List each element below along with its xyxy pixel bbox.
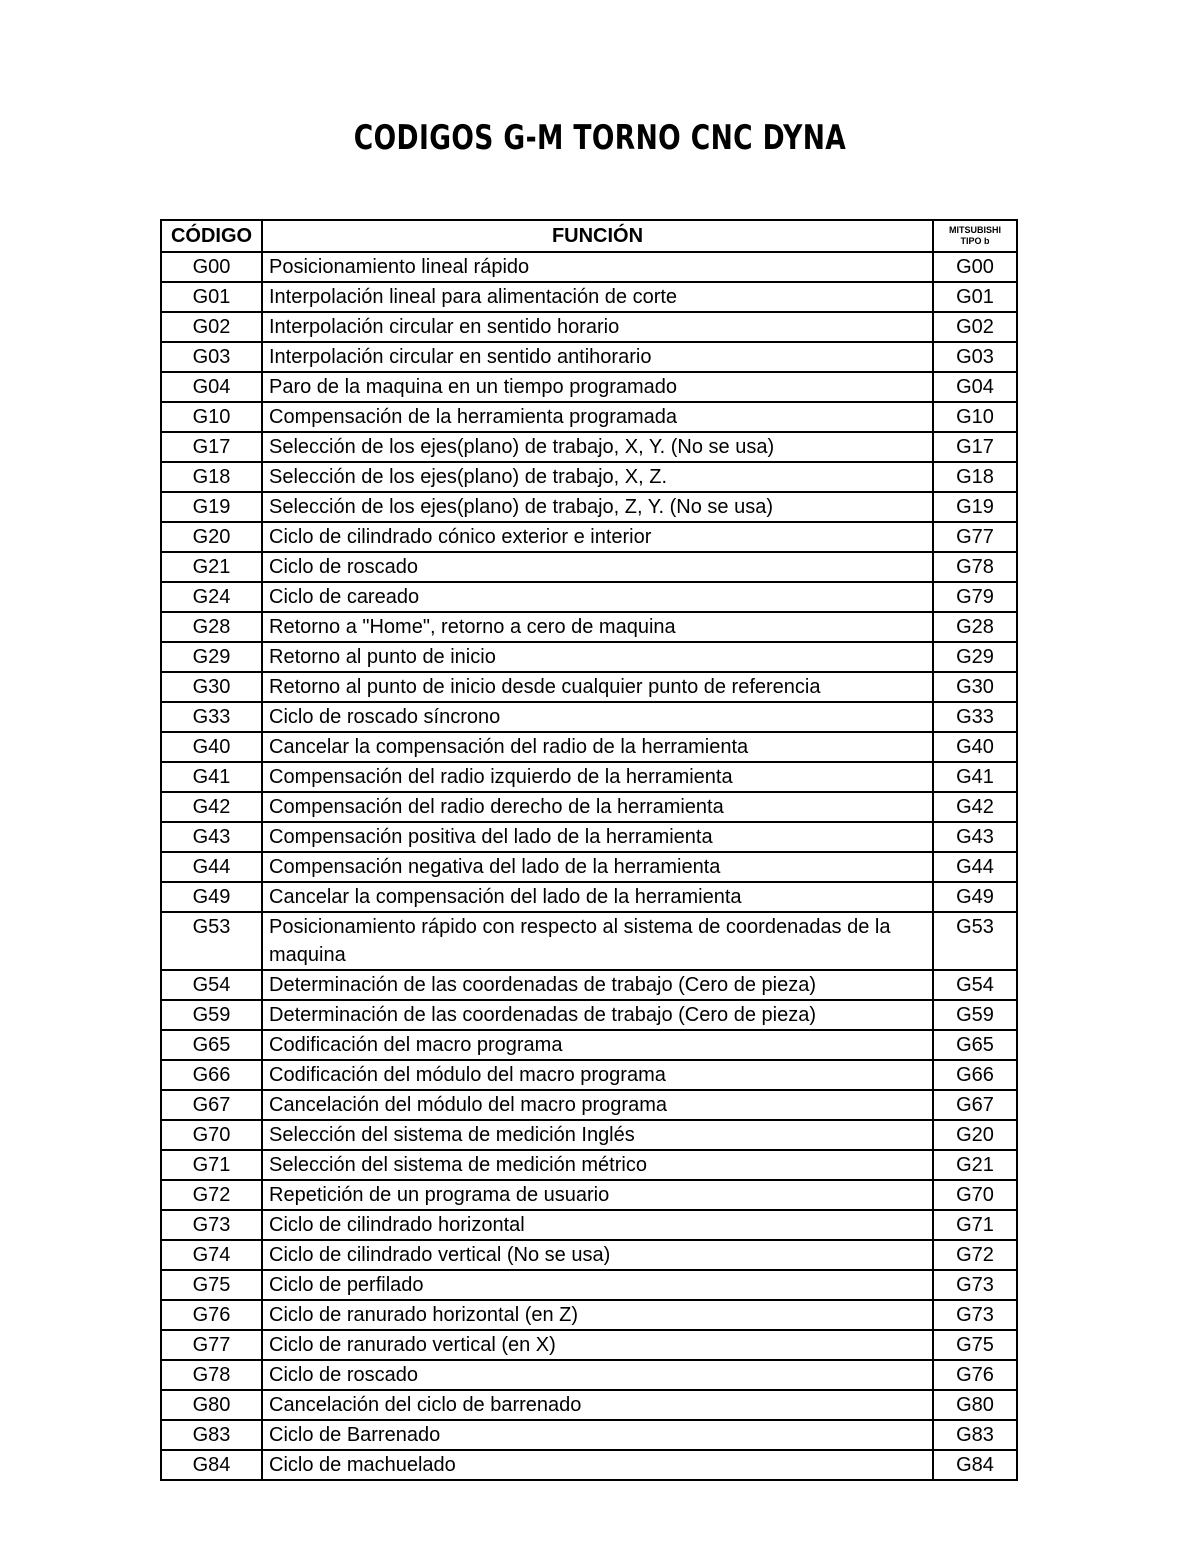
- table-row: [161, 792, 1017, 822]
- code-cell: G59: [161, 1000, 262, 1030]
- table-row: [161, 492, 1017, 522]
- code-cell: G02: [161, 312, 262, 342]
- function-cell: Interpolación circular en sentido horario: [262, 312, 933, 342]
- code-cell: G04: [161, 372, 262, 402]
- table-row: [161, 252, 1017, 282]
- table-row: [161, 1390, 1017, 1420]
- table-row: [161, 312, 1017, 342]
- function-cell: Cancelar la compensación del lado de la herramienta: [262, 882, 933, 912]
- table-row: [161, 402, 1017, 432]
- function-cell: Determinación de las coordenadas de trabajo (Cero de pieza): [262, 1000, 933, 1030]
- mitsubishi-cell: G00: [933, 252, 1017, 282]
- function-cell: Ciclo de roscado: [262, 1360, 933, 1390]
- table-row: [161, 522, 1017, 552]
- code-cell: G76: [161, 1300, 262, 1330]
- table-row: [161, 1120, 1017, 1150]
- table-row: [161, 762, 1017, 792]
- code-cell: G67: [161, 1090, 262, 1120]
- code-cell: G21: [161, 552, 262, 582]
- function-cell: Ciclo de careado: [262, 582, 933, 612]
- function-cell: Repetición de un programa de usuario: [262, 1180, 933, 1210]
- table-row: [161, 612, 1017, 642]
- table-row: [161, 970, 1017, 1000]
- table-row: [161, 702, 1017, 732]
- function-cell: Determinación de las coordenadas de trabajo (Cero de pieza): [262, 970, 933, 1000]
- function-cell: Cancelación del ciclo de barrenado: [262, 1390, 933, 1420]
- table-row: [161, 1210, 1017, 1240]
- function-cell: Cancelación del módulo del macro programa: [262, 1090, 933, 1120]
- function-cell: Interpolación circular en sentido antihorario: [262, 342, 933, 372]
- document-title: CODIGOS G-M TORNO CNC DYNA: [353, 118, 847, 158]
- table-row: [161, 1180, 1017, 1210]
- function-cell: Ciclo de perfilado: [262, 1270, 933, 1300]
- table-row: [161, 582, 1017, 612]
- mitsubishi-cell: G10: [933, 402, 1017, 432]
- function-cell: Retorno al punto de inicio: [262, 642, 933, 672]
- mitsubishi-cell: G01: [933, 282, 1017, 312]
- table-row: [161, 1060, 1017, 1090]
- function-cell: Ciclo de ranurado vertical (en X): [262, 1330, 933, 1360]
- code-cell: G72: [161, 1180, 262, 1210]
- code-cell: G83: [161, 1420, 262, 1450]
- code-cell: G73: [161, 1210, 262, 1240]
- function-cell: Selección del sistema de medición Inglés: [262, 1120, 933, 1150]
- function-cell: Codificación del módulo del macro programa: [262, 1060, 933, 1090]
- mitsubishi-cell: G42: [933, 792, 1017, 822]
- header-function: FUNCIÓN: [262, 220, 933, 252]
- code-cell: G54: [161, 970, 262, 1000]
- code-cell: G17: [161, 432, 262, 462]
- mitsubishi-cell: G77: [933, 522, 1017, 552]
- code-cell: G75: [161, 1270, 262, 1300]
- table-row: [161, 672, 1017, 702]
- mitsubishi-cell: G78: [933, 552, 1017, 582]
- code-cell: G65: [161, 1030, 262, 1060]
- code-cell: G29: [161, 642, 262, 672]
- table-row: [161, 1330, 1017, 1360]
- mitsubishi-cell: G40: [933, 732, 1017, 762]
- header-mitsubishi-line1: MITSUBISHI: [948, 225, 1001, 235]
- mitsubishi-cell: G76: [933, 1360, 1017, 1390]
- code-cell: G33: [161, 702, 262, 732]
- code-cell: G30: [161, 672, 262, 702]
- table-row: [161, 1000, 1017, 1030]
- code-cell: G10: [161, 402, 262, 432]
- mitsubishi-cell: G29: [933, 642, 1017, 672]
- code-cell: G28: [161, 612, 262, 642]
- table-row: [161, 1270, 1017, 1300]
- function-cell: Paro de la maquina en un tiempo programado: [262, 372, 933, 402]
- code-cell: G66: [161, 1060, 262, 1090]
- table-row: [161, 882, 1017, 912]
- table-row: [161, 1090, 1017, 1120]
- table-row: [161, 1030, 1017, 1060]
- mitsubishi-cell: G65: [933, 1030, 1017, 1060]
- code-cell: G71: [161, 1150, 262, 1180]
- mitsubishi-cell: G21: [933, 1150, 1017, 1180]
- mitsubishi-cell: G66: [933, 1060, 1017, 1090]
- table-row: [161, 552, 1017, 582]
- mitsubishi-cell: G83: [933, 1420, 1017, 1450]
- function-cell: Selección del sistema de medición métrico: [262, 1150, 933, 1180]
- header-mitsubishi-line2: TIPO b: [960, 236, 990, 246]
- header-mitsubishi: [933, 220, 1017, 252]
- function-cell: Compensación del radio izquierdo de la herramienta: [262, 762, 933, 792]
- table-row: [161, 1240, 1017, 1270]
- mitsubishi-cell: G72: [933, 1240, 1017, 1270]
- function-cell: Compensación del radio derecho de la herramienta: [262, 792, 933, 822]
- code-cell: G03: [161, 342, 262, 372]
- code-cell: G41: [161, 762, 262, 792]
- function-cell: Ciclo de cilindrado cónico exterior e interior: [262, 522, 933, 552]
- code-cell: G80: [161, 1390, 262, 1420]
- code-cell: G18: [161, 462, 262, 492]
- code-cell: G42: [161, 792, 262, 822]
- table-row: [161, 1420, 1017, 1450]
- code-cell: G77: [161, 1330, 262, 1360]
- function-cell: Compensación positiva del lado de la herramienta: [262, 822, 933, 852]
- function-cell: Codificación del macro programa: [262, 1030, 933, 1060]
- mitsubishi-cell: G53: [933, 912, 1017, 970]
- code-cell: G70: [161, 1120, 262, 1150]
- mitsubishi-cell: G54: [933, 970, 1017, 1000]
- function-cell: Compensación negativa del lado de la herramienta: [262, 852, 933, 882]
- function-cell: Ciclo de Barrenado: [262, 1420, 933, 1450]
- mitsubishi-cell: G03: [933, 342, 1017, 372]
- table-header-row: [161, 220, 1017, 252]
- function-cell: Selección de los ejes(plano) de trabajo, X, Y. (No se usa): [262, 432, 933, 462]
- function-cell: Posicionamiento rápido con respecto al sistema de coordenadas de la maquina: [262, 912, 933, 970]
- table-row: [161, 432, 1017, 462]
- code-cell: G44: [161, 852, 262, 882]
- mitsubishi-cell: G71: [933, 1210, 1017, 1240]
- function-cell: Ciclo de roscado síncrono: [262, 702, 933, 732]
- mitsubishi-cell: G18: [933, 462, 1017, 492]
- function-cell: Retorno a "Home", retorno a cero de maquina: [262, 612, 933, 642]
- mitsubishi-cell: G73: [933, 1300, 1017, 1330]
- mitsubishi-cell: G43: [933, 822, 1017, 852]
- table-row: [161, 372, 1017, 402]
- mitsubishi-cell: G84: [933, 1450, 1017, 1480]
- table-row: [161, 282, 1017, 312]
- code-cell: G78: [161, 1360, 262, 1390]
- code-cell: G20: [161, 522, 262, 552]
- header-code: CÓDIGO: [161, 220, 262, 252]
- mitsubishi-cell: G19: [933, 492, 1017, 522]
- function-cell: Ciclo de cilindrado vertical (No se usa): [262, 1240, 933, 1270]
- table-row: [161, 912, 1017, 970]
- table-row: [161, 732, 1017, 762]
- mitsubishi-cell: G30: [933, 672, 1017, 702]
- code-cell: G53: [161, 912, 262, 970]
- mitsubishi-cell: G70: [933, 1180, 1017, 1210]
- g-code-table: [160, 219, 1018, 1481]
- mitsubishi-cell: G41: [933, 762, 1017, 792]
- function-cell: Ciclo de cilindrado horizontal: [262, 1210, 933, 1240]
- mitsubishi-cell: G75: [933, 1330, 1017, 1360]
- table-row: [161, 342, 1017, 372]
- code-cell: G74: [161, 1240, 262, 1270]
- mitsubishi-cell: G20: [933, 1120, 1017, 1150]
- mitsubishi-cell: G04: [933, 372, 1017, 402]
- function-cell: Compensación de la herramienta programada: [262, 402, 933, 432]
- table-row: [161, 642, 1017, 672]
- table-row: [161, 462, 1017, 492]
- table-body: [161, 252, 1017, 1480]
- function-cell: Ciclo de roscado: [262, 552, 933, 582]
- code-cell: G24: [161, 582, 262, 612]
- mitsubishi-cell: G80: [933, 1390, 1017, 1420]
- table-row: [161, 1300, 1017, 1330]
- table-row: [161, 1450, 1017, 1480]
- mitsubishi-cell: G49: [933, 882, 1017, 912]
- code-cell: G00: [161, 252, 262, 282]
- code-cell: G49: [161, 882, 262, 912]
- function-cell: Cancelar la compensación del radio de la herramienta: [262, 732, 933, 762]
- table-row: [161, 852, 1017, 882]
- mitsubishi-cell: G44: [933, 852, 1017, 882]
- mitsubishi-cell: G17: [933, 432, 1017, 462]
- function-cell: Selección de los ejes(plano) de trabajo, X, Z.: [262, 462, 933, 492]
- function-cell: Ciclo de ranurado horizontal (en Z): [262, 1300, 933, 1330]
- code-cell: G01: [161, 282, 262, 312]
- function-cell: Posicionamiento lineal rápido: [262, 252, 933, 282]
- function-cell: Interpolación lineal para alimentación de corte: [262, 282, 933, 312]
- table-row: [161, 822, 1017, 852]
- function-cell: Retorno al punto de inicio desde cualquier punto de referencia: [262, 672, 933, 702]
- mitsubishi-cell: G59: [933, 1000, 1017, 1030]
- code-cell: G84: [161, 1450, 262, 1480]
- mitsubishi-cell: G33: [933, 702, 1017, 732]
- table-row: [161, 1150, 1017, 1180]
- mitsubishi-cell: G67: [933, 1090, 1017, 1120]
- function-cell: Selección de los ejes(plano) de trabajo, Z, Y. (No se usa): [262, 492, 933, 522]
- mitsubishi-cell: G79: [933, 582, 1017, 612]
- function-cell: Ciclo de machuelado: [262, 1450, 933, 1480]
- code-cell: G19: [161, 492, 262, 522]
- mitsubishi-cell: G28: [933, 612, 1017, 642]
- code-cell: G40: [161, 732, 262, 762]
- mitsubishi-cell: G02: [933, 312, 1017, 342]
- code-cell: G43: [161, 822, 262, 852]
- table-row: [161, 1360, 1017, 1390]
- mitsubishi-cell: G73: [933, 1270, 1017, 1300]
